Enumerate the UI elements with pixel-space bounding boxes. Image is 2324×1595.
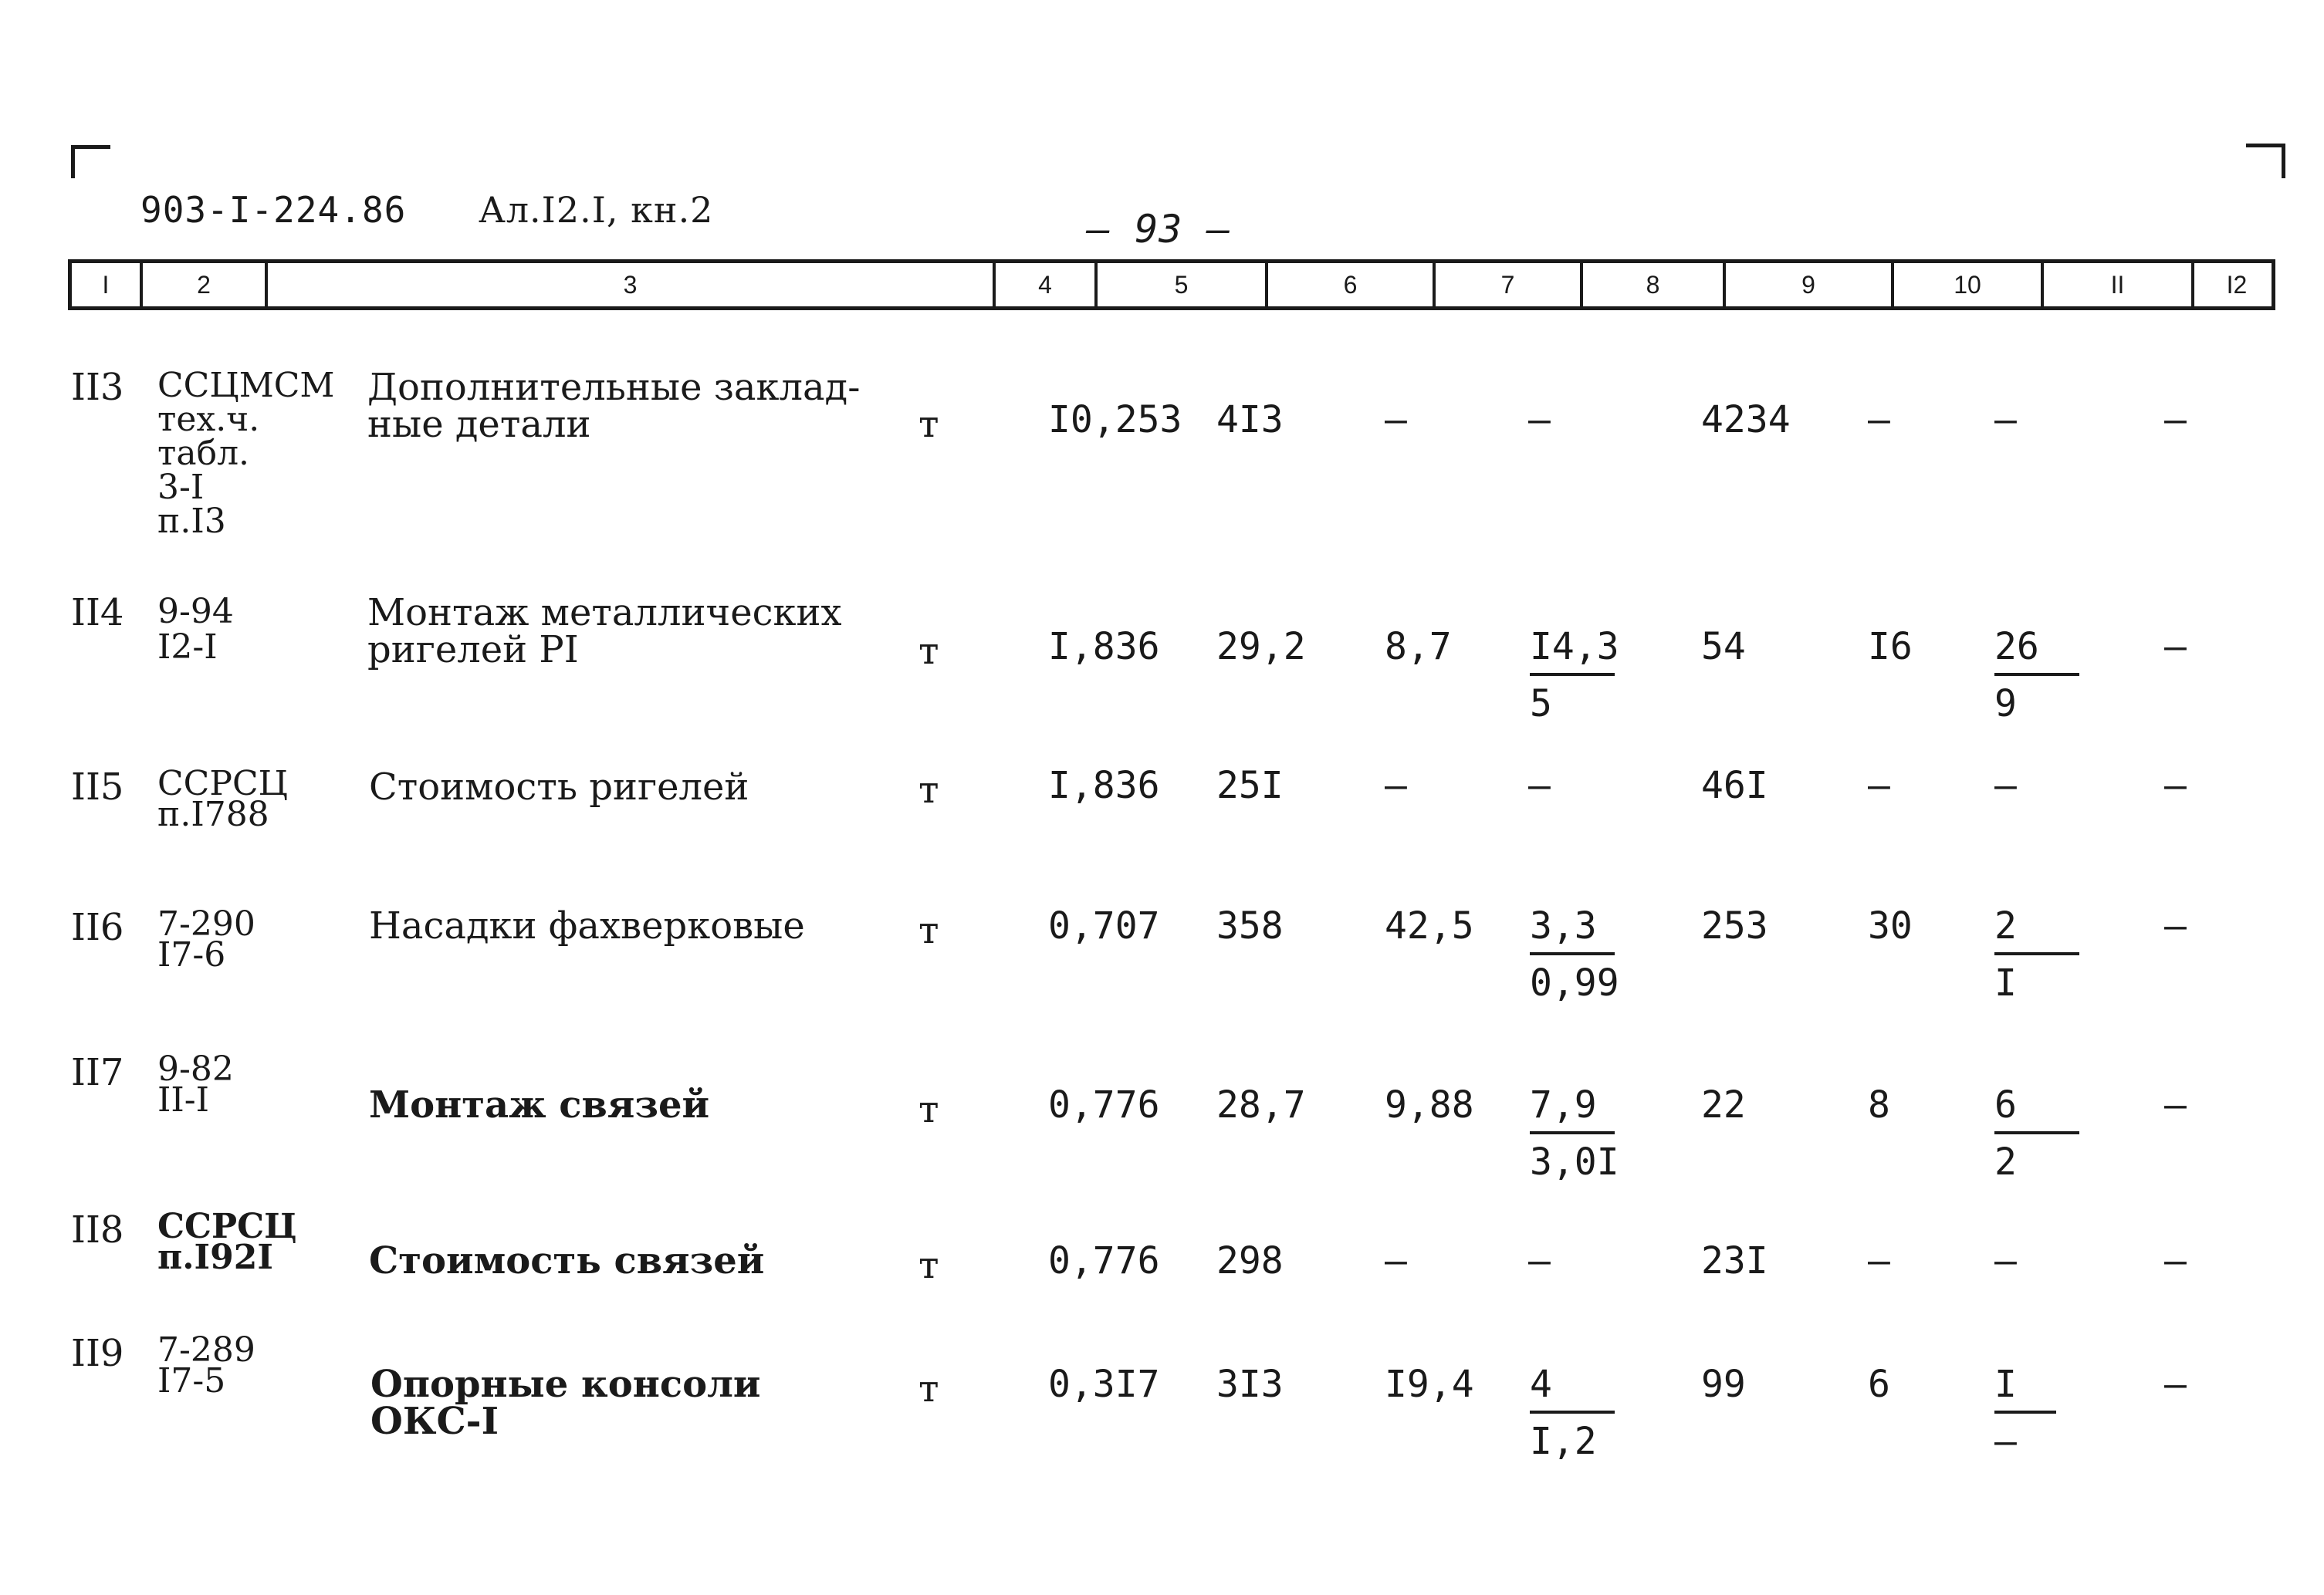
col12-value: –: [2164, 904, 2187, 948]
quantity: 0,3I7: [1048, 1363, 1160, 1406]
work-name: Стоимость ригелей: [369, 765, 749, 809]
col8-fraction: [1530, 1363, 1615, 1463]
col9-value: 4234: [1701, 398, 1791, 441]
page-number: — 93 —: [1087, 207, 1231, 252]
row-number: II4: [71, 591, 124, 634]
col7-value: –: [1385, 398, 1407, 441]
col7-value: 42,5: [1385, 904, 1474, 948]
fraction-numerator: 6: [1994, 1086, 2079, 1134]
column-header: 2: [140, 263, 265, 306]
row-number: II6: [71, 906, 124, 949]
fraction-denominator: I: [1994, 961, 2017, 1005]
col9-value: 22: [1701, 1083, 1746, 1127]
work-name: Дополнительные заклад- ные детали: [367, 366, 861, 446]
col11-fraction: [1994, 904, 2079, 1005]
col7-value: –: [1385, 764, 1407, 807]
work-name: Опорные консоли ОКС-I: [370, 1363, 761, 1443]
col8-value: –: [1528, 1239, 1551, 1282]
col12-value: –: [2164, 398, 2187, 441]
col10-value: –: [1868, 398, 1890, 441]
fraction-numerator: I: [1994, 1366, 2056, 1414]
work-name: Стоимость связей: [369, 1239, 765, 1282]
norm-code: ССРСЦ п.I92I: [157, 1207, 297, 1277]
column-header: I2: [2191, 263, 2279, 306]
row-number: II8: [71, 1208, 124, 1252]
col7-value: 8,7: [1385, 625, 1452, 668]
norm-code: 7-290 I7-6: [157, 904, 255, 975]
column-header: 3: [265, 263, 993, 306]
corner-mark-top-right: [2246, 144, 2285, 178]
row-number: II5: [71, 765, 124, 809]
unit-cost: 4I3: [1216, 398, 1284, 441]
quantity: I0,253: [1048, 398, 1182, 441]
unit: т: [918, 630, 939, 673]
fraction-numerator: 7,9: [1530, 1086, 1615, 1134]
fraction-denominator: 9: [1994, 682, 2017, 725]
col8-value: –: [1528, 398, 1551, 441]
fraction-denominator: 3,0I: [1530, 1140, 1619, 1184]
col9-value: 54: [1701, 625, 1746, 668]
document-number: 903-I-224.86: [140, 189, 407, 231]
unit-cost: 3I3: [1216, 1363, 1284, 1406]
fraction-denominator: I,2: [1530, 1420, 1597, 1463]
unit: т: [918, 1367, 939, 1411]
col12-value: –: [2164, 1083, 2187, 1127]
work-name: Монтаж металлических ригелей PI: [367, 591, 842, 671]
col12-value: –: [2164, 1363, 2187, 1406]
work-name: Насадки фахверковые: [369, 904, 805, 948]
row-number: II9: [71, 1332, 124, 1375]
col9-value: 253: [1701, 904, 1768, 948]
col12-value: –: [2164, 764, 2187, 807]
row-number: II7: [71, 1051, 124, 1094]
fraction-denominator: 2: [1994, 1140, 2017, 1184]
fraction-numerator: 4: [1530, 1366, 1615, 1414]
col11-fraction: [1994, 1083, 2079, 1184]
norm-code: 9-82 II-I: [157, 1049, 234, 1120]
quantity: 0,776: [1048, 1083, 1160, 1127]
col11-fraction: [1994, 625, 2079, 725]
col11-fraction: [1994, 1363, 2056, 1463]
col8-fraction: [1530, 1083, 1619, 1184]
norm-code: ССРСЦ п.I788: [157, 764, 288, 834]
norm-code: ССЦМСМ тех.ч. табл. 3-I п.I3: [157, 366, 335, 541]
column-header: II: [2041, 263, 2191, 306]
col10-value: I6: [1868, 625, 1913, 668]
col7-value: I9,4: [1385, 1363, 1474, 1406]
norm-code: 9-94 I2-I: [157, 592, 234, 667]
quantity: 0,707: [1048, 904, 1160, 948]
fraction-denominator: 5: [1530, 682, 1552, 725]
unit: т: [918, 403, 939, 446]
unit: т: [918, 1088, 939, 1131]
col7-value: 9,88: [1385, 1083, 1474, 1127]
quantity: I,836: [1048, 625, 1160, 668]
fraction-denominator: –: [1994, 1420, 2017, 1463]
col12-value: –: [2164, 625, 2187, 668]
col9-value: 23I: [1701, 1239, 1768, 1282]
col7-value: –: [1385, 1239, 1407, 1282]
column-header: 10: [1891, 263, 2041, 306]
quantity: I,836: [1048, 764, 1160, 807]
column-header: 8: [1580, 263, 1723, 306]
col9-value: 99: [1701, 1363, 1746, 1406]
unit-cost: 298: [1216, 1239, 1284, 1282]
column-header: I: [102, 270, 110, 299]
column-header: 4: [993, 263, 1094, 306]
col12-value: –: [2164, 1239, 2187, 1282]
column-header-row: [68, 259, 2275, 310]
unit-cost: 29,2: [1216, 625, 1306, 668]
unit: т: [918, 1244, 939, 1287]
column-header: 7: [1433, 263, 1580, 306]
col8-fraction: [1530, 904, 1619, 1005]
col8-fraction: [1530, 625, 1619, 725]
column-header: 9: [1723, 263, 1891, 306]
work-name: Монтаж связей: [369, 1083, 710, 1127]
column-header: 5: [1094, 263, 1265, 306]
col10-value: –: [1868, 764, 1890, 807]
col10-value: 6: [1868, 1363, 1890, 1406]
col10-value: –: [1868, 1239, 1890, 1282]
fraction-numerator: 26: [1994, 628, 2079, 676]
col11-value: –: [1994, 398, 2017, 441]
col10-value: 30: [1868, 904, 1913, 948]
col8-value: –: [1528, 764, 1551, 807]
album-reference: Ал.I2.I, кн.2: [479, 189, 714, 231]
column-header: 6: [1265, 263, 1433, 306]
quantity: 0,776: [1048, 1239, 1160, 1282]
col11-value: –: [1994, 764, 2017, 807]
fraction-denominator: 0,99: [1530, 961, 1619, 1005]
fraction-numerator: 3,3: [1530, 907, 1615, 955]
norm-code: 7-289 I7-5: [157, 1330, 255, 1401]
col9-value: 46I: [1701, 764, 1768, 807]
corner-mark-top-left: [71, 145, 110, 178]
col11-value: –: [1994, 1239, 2017, 1282]
unit: т: [918, 909, 939, 952]
unit: т: [918, 769, 939, 812]
row-number: II3: [71, 366, 124, 409]
unit-cost: 358: [1216, 904, 1284, 948]
unit-cost: 28,7: [1216, 1083, 1306, 1127]
fraction-numerator: 2: [1994, 907, 2079, 955]
col10-value: 8: [1868, 1083, 1890, 1127]
unit-cost: 25I: [1216, 764, 1284, 807]
fraction-numerator: I4,3: [1530, 628, 1615, 676]
